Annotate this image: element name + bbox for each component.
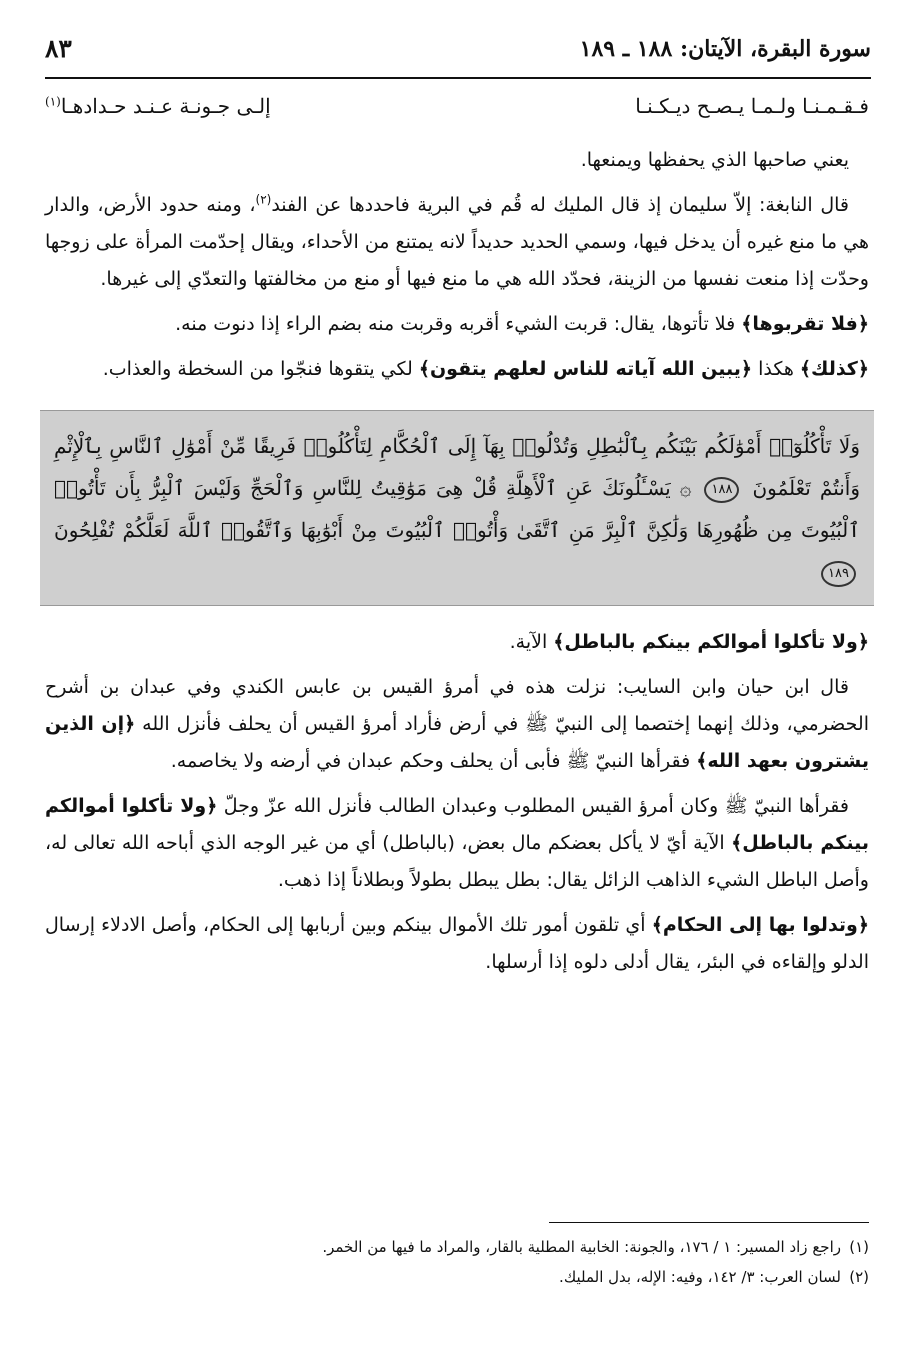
quran-verses-box [40, 410, 874, 606]
paragraph-7-text-b: الآية أيّ لا يأكل بعضكم مال بعض، (بالباطل) أي من غير الوجه الذي أباحه الله تعالى له، وأصل الباطل الشيء الذاهب الزائل يقال: بطل يبطل بطولاً وبطلاناً إذا ذهب. [45, 832, 869, 891]
footnote-rule [549, 1222, 869, 1223]
paragraph-1 [45, 142, 869, 179]
ayah-number-189: ١٨٩ [821, 561, 856, 587]
quran-ayah-188: وَلَا تَأْكُلُوٓا۟ أَمْوَٰلَكُم بَيْنَكُم بِٱلْبَٰطِلِ وَتُدْلُوا۟ بِهَآ إِلَى ٱلْحُكَّامِ لِتَأْكُلُوا۟ فَرِيقًا مِّنْ أَمْوَٰلِ ٱلنَّاسِ بِٱلْإِثْمِ وَأَنتُمْ تَعْلَمُونَ [54, 434, 861, 500]
paragraph-4 [45, 351, 869, 388]
paragraph-6-text-b: فقرأها النبيّ ﷺ فأبى أن يحلف وحكم عبدان في أرضه ولا يخاصمه. [170, 750, 697, 772]
running-title: سورة البقرة، الآيتان: ١٨٨ ـ ١٨٩ [579, 36, 871, 62]
quran-ayah-189: ۞ يَسْـَٔلُونَكَ عَنِ ٱلْأَهِلَّةِ قُلْ هِىَ مَوَٰقِيتُ لِلنَّاسِ وَٱلْحَجِّ وَلَيْسَ ٱلْبِرُّ بِأَن تَأْتُوا۟ ٱلْبُيُوتَ مِن ظُهُورِهَا وَلَٰكِنَّ ٱلْبِرَّ مَنِ ٱتَّقَىٰ وَأْتُوا۟ ٱلْبُيُوتَ مِنْ أَبْوَٰبِهَا وَٱتَّقُوا۟ ٱللَّهَ لَعَلَّكُمْ تُفْلِحُونَ [54, 476, 860, 542]
page-header [45, 28, 871, 78]
footnote-ref-1: (١) [45, 94, 61, 109]
footnote-text: لسان العرب: ٣/ ١٤٢، وفيه: الإله، بدل المليك. [559, 1268, 841, 1286]
footnote-1 [322, 1236, 869, 1258]
verse-second-hemistich [45, 94, 271, 118]
quran-quote: ﴿ولا تأكلوا أموالكم بينكم بالباطل﴾ [45, 795, 869, 854]
quran-quote: ﴿ولا تأكلوا أموالكم بينكم بالباطل﴾ [553, 631, 869, 653]
page-body [45, 88, 869, 989]
paragraph-6-text-a: قال ابن حيان وابن السايب: نزلت هذه في أمرؤ القيس بن عابس الكندي وفي عبدان بن أشرح الحضرمي، وذلك إنهما إختصما إلى النبيّ ﷺ في أرض فأراد أمرؤ القيس أن يحلف فأنزل الله [45, 676, 869, 735]
paragraph-7-text-a: فقرأها النبيّ ﷺ وكان أمرؤ القيس المطلوب وعبدان الطالب فأنزل الله عزّ وجلّ [217, 795, 849, 817]
paragraph-3-text: فلا تأتوها، يقال: قربت الشيء أقربه وقربت منه بضم الراء إذا دنوت منه. [175, 313, 742, 335]
quran-quote: ﴿فلا تقربوها﴾ [741, 313, 869, 335]
paragraph-5 [45, 624, 869, 661]
page-number: ٨٣ [45, 34, 72, 63]
header-rule [45, 77, 871, 79]
paragraph-2 [45, 187, 869, 298]
paragraph-8 [45, 907, 869, 981]
paragraph-1-text: يعني صاحبها الذي يحفظها ويمنعها. [580, 149, 849, 171]
poetry-verse [45, 88, 869, 134]
verse-second-text: إلـى جـونـة عـنـد حـدادهـا [60, 94, 271, 118]
footnote-number: (٢) [849, 1268, 869, 1286]
paragraph-4-text-b: لكي يتقوها فنجّوا من السخطة والعذاب. [102, 358, 419, 380]
paragraph-4-text-a: هكذا [752, 358, 800, 380]
paragraph-6 [45, 669, 869, 780]
quran-quote: ﴿إن الذين يشترون بعهد الله﴾ [45, 713, 869, 772]
verse-first-hemistich: فـقـمـنـا ولـمـا يـصـح ديـكـنـا [635, 94, 869, 118]
footnote-ref-2: (٢) [255, 192, 272, 207]
paragraph-2-text-a: قال النابغة: إلاّ سليمان إذ قال المليك له قُم في البرية فاحددها عن الفند [271, 194, 850, 216]
paragraph-2-text-b: ، ومنه حدود الأرض، والدار هي ما منع غيره أن يدخل فيها، وسمي الحديد حديداً لانه يمتنع من الأحداء، ويقال إحدّمت المرأة على زوجها وحدّت إذا منعت نفسها من الزينة، فحدّد الله هي ما منع فيها أو منع من مخالفتها والتعدّي إلى غيرها. [45, 194, 869, 290]
quran-quote: ﴿كذلك﴾ [799, 358, 869, 380]
paragraph-5-text: الآية. [509, 631, 554, 653]
footnote-number: (١) [849, 1238, 869, 1256]
ayah-number-188: ١٨٨ [704, 477, 739, 503]
quran-quote: ﴿يبين الله آياته للناس لعلهم يتقون﴾ [418, 358, 753, 380]
paragraph-3 [45, 306, 869, 343]
quran-quote: ﴿وتدلوا بها إلى الحكام﴾ [651, 914, 869, 936]
paragraph-7 [45, 788, 869, 899]
footnote-2 [559, 1266, 869, 1288]
footnote-text: راجع زاد المسير: ١ / ١٧٦، والجونة: الخابية المطلية بالقار، والمراد ما فيها من الخمر. [322, 1238, 841, 1256]
paragraph-8-text: أي تلقون أمور تلك الأموال بينكم وبين أربابها إلى الحكام، وأصل الادلاء إرسال الدلو وإلقاءه في البئر، يقال أدلى دلوه إذا أرسلها. [45, 914, 869, 973]
